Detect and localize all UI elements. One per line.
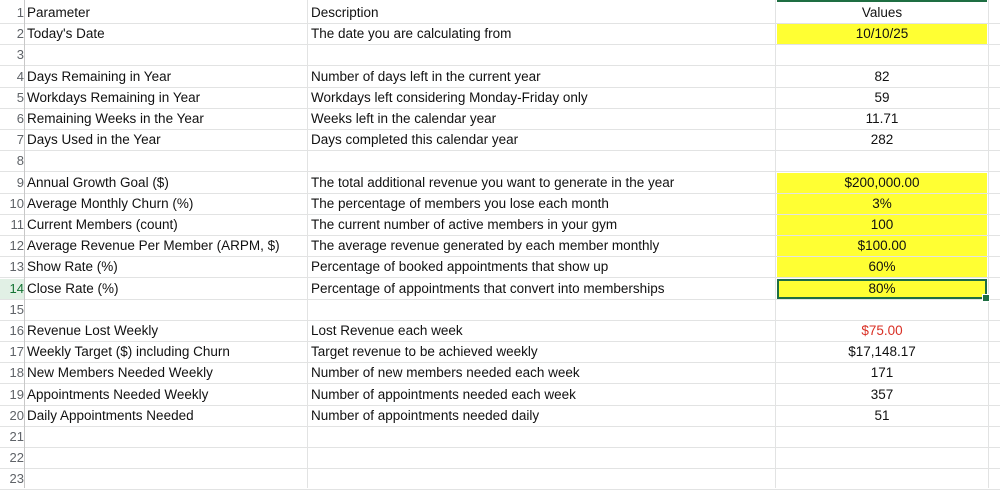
row-number[interactable]: 9 (0, 173, 24, 193)
parameter-cell[interactable]: Annual Growth Goal ($) (27, 174, 169, 190)
parameter-cell[interactable] (27, 448, 306, 468)
sheet-row (0, 151, 1000, 172)
sheet-row (0, 363, 1000, 384)
row-number[interactable]: 14 (0, 279, 24, 299)
description-cell[interactable]: Number of days left in the current year (311, 68, 541, 84)
parameter-cell[interactable]: Show Rate (%) (27, 259, 118, 275)
parameter-cell[interactable]: Close Rate (%) (27, 280, 119, 296)
description-cell[interactable]: Number of appointments needed each week (311, 386, 576, 402)
description-cell[interactable]: The current number of active members in your gym (311, 217, 618, 232)
parameter-cell[interactable] (27, 151, 306, 171)
sheet-row (0, 109, 1000, 130)
parameter-cell[interactable]: Days Used in the Year (27, 132, 161, 148)
sheet-row (0, 45, 1000, 66)
description-cell[interactable]: Description (311, 5, 379, 20)
description-cell[interactable]: Weeks left in the calendar year (311, 111, 497, 126)
sheet-row (0, 321, 1000, 342)
parameter-cell[interactable] (27, 300, 306, 320)
parameter-cell[interactable] (27, 469, 306, 489)
row-number[interactable]: 11 (0, 215, 24, 235)
description-cell[interactable]: Workdays left considering Monday-Friday only (311, 89, 588, 105)
parameter-cell[interactable]: Today's Date (27, 26, 105, 42)
row-number[interactable]: 4 (0, 67, 24, 87)
sheet-row (0, 279, 1000, 300)
parameter-cell[interactable] (27, 45, 306, 65)
parameter-cell[interactable]: Parameter (27, 5, 91, 20)
value-cell[interactable] (777, 300, 987, 320)
description-cell[interactable] (311, 45, 773, 65)
sheet-row (0, 88, 1000, 109)
row-number[interactable]: 8 (0, 151, 24, 171)
description-cell[interactable] (311, 448, 773, 468)
parameter-cell[interactable]: Appointments Needed Weekly (27, 386, 209, 402)
row-number[interactable]: 20 (0, 406, 24, 426)
row-number[interactable]: 19 (0, 385, 24, 405)
value-cell[interactable]: 51 (874, 407, 890, 423)
description-cell[interactable]: The average revenue generated by each member monthly (311, 238, 660, 254)
parameter-cell[interactable] (27, 427, 306, 447)
description-cell[interactable]: The date you are calculating from (311, 26, 512, 42)
sheet-row (0, 385, 1000, 406)
parameter-cell[interactable]: Weekly Target ($) including Churn (27, 344, 230, 360)
value-cell[interactable]: $200,000.00 (777, 173, 987, 193)
sheet-row (0, 130, 1000, 151)
value-cell[interactable]: Values (861, 5, 903, 20)
value-cell[interactable] (777, 45, 987, 65)
row-number[interactable]: 6 (0, 109, 24, 129)
value-cell[interactable] (777, 448, 987, 468)
description-cell[interactable]: Percentage of booked appointments that show up (311, 259, 609, 275)
selected-value-cell[interactable]: 80% (777, 279, 987, 299)
value-cell[interactable]: 82 (874, 68, 890, 84)
sheet-row (0, 257, 1000, 278)
description-cell[interactable] (311, 151, 773, 171)
sheet-row (0, 448, 1000, 469)
sheet-row (0, 469, 1000, 490)
row-number[interactable]: 18 (0, 363, 24, 383)
value-cell[interactable]: 100 (777, 215, 987, 235)
row-number[interactable]: 1 (0, 3, 24, 23)
row-number[interactable]: 15 (0, 300, 24, 320)
description-cell[interactable]: Target revenue to be achieved weekly (311, 344, 538, 360)
value-cell[interactable]: $17,148.17 (848, 344, 916, 360)
row-number[interactable]: 13 (0, 257, 24, 277)
row-number[interactable]: 5 (0, 88, 24, 108)
value-cell[interactable]: 171 (870, 365, 894, 381)
description-cell[interactable] (311, 427, 773, 447)
sheet-row (0, 215, 1000, 236)
value-cell[interactable]: 11.71 (865, 111, 899, 126)
row-number[interactable]: 3 (0, 45, 24, 65)
sheet-row (0, 300, 1000, 321)
value-cell[interactable]: 3% (777, 194, 987, 214)
row-number[interactable]: 12 (0, 236, 24, 256)
row-number[interactable]: 2 (0, 24, 24, 44)
value-cell[interactable] (777, 427, 987, 447)
sheet-row (0, 236, 1000, 257)
value-cell[interactable]: $75.00 (861, 323, 903, 338)
row-number[interactable]: 22 (0, 448, 24, 468)
description-cell[interactable]: Number of new members needed each week (311, 365, 580, 381)
parameter-cell[interactable]: Workdays Remaining in Year (27, 89, 201, 105)
parameter-cell[interactable]: Revenue Lost Weekly (27, 323, 159, 338)
description-cell[interactable] (311, 469, 773, 489)
description-cell[interactable]: Percentage of appointments that convert into memberships (311, 280, 665, 296)
value-cell[interactable]: 282 (870, 132, 894, 148)
description-cell[interactable]: Number of appointments needed daily (311, 407, 540, 423)
parameter-cell[interactable]: New Members Needed Weekly (27, 365, 213, 381)
description-cell[interactable]: Lost Revenue each week (311, 323, 463, 338)
description-cell[interactable]: The percentage of members you lose each month (311, 195, 609, 211)
row-number[interactable]: 16 (0, 321, 24, 341)
sheet-row (0, 3, 1000, 24)
parameter-cell[interactable]: Current Members (count) (27, 217, 178, 232)
sheet-row (0, 24, 1000, 45)
sheet-row (0, 173, 1000, 194)
sheet-row (0, 194, 1000, 215)
row-number[interactable]: 23 (0, 469, 24, 489)
sheet-row (0, 67, 1000, 88)
parameter-cell[interactable]: Daily Appointments Needed (27, 407, 194, 423)
value-cell[interactable]: 60% (777, 257, 987, 277)
description-cell[interactable]: The total additional revenue you want to generate in the year (311, 174, 675, 190)
description-cell[interactable]: Days completed this calendar year (311, 132, 519, 148)
value-cell[interactable]: 357 (870, 386, 894, 402)
row-number[interactable]: 17 (0, 342, 24, 362)
row-header-border (24, 0, 25, 488)
row-number[interactable]: 10 (0, 194, 24, 214)
parameter-cell[interactable]: Average Monthly Churn (%) (27, 195, 194, 211)
value-cell[interactable] (777, 469, 987, 489)
row-number[interactable]: 21 (0, 427, 24, 447)
parameter-cell[interactable]: Average Revenue Per Member (ARPM, $) (27, 238, 280, 254)
sheet-row (0, 406, 1000, 427)
row-number[interactable]: 7 (0, 130, 24, 150)
parameter-cell[interactable]: Remaining Weeks in the Year (27, 111, 204, 126)
sheet-row (0, 342, 1000, 363)
sheet-row (0, 427, 1000, 448)
value-cell[interactable]: 10/10/25 (777, 24, 987, 44)
value-cell[interactable]: 59 (874, 89, 890, 105)
description-cell[interactable] (311, 300, 773, 320)
value-cell[interactable] (777, 151, 987, 171)
value-cell[interactable]: $100.00 (777, 236, 987, 256)
active-column-indicator (777, 0, 987, 2)
parameter-cell[interactable]: Days Remaining in Year (27, 68, 172, 84)
